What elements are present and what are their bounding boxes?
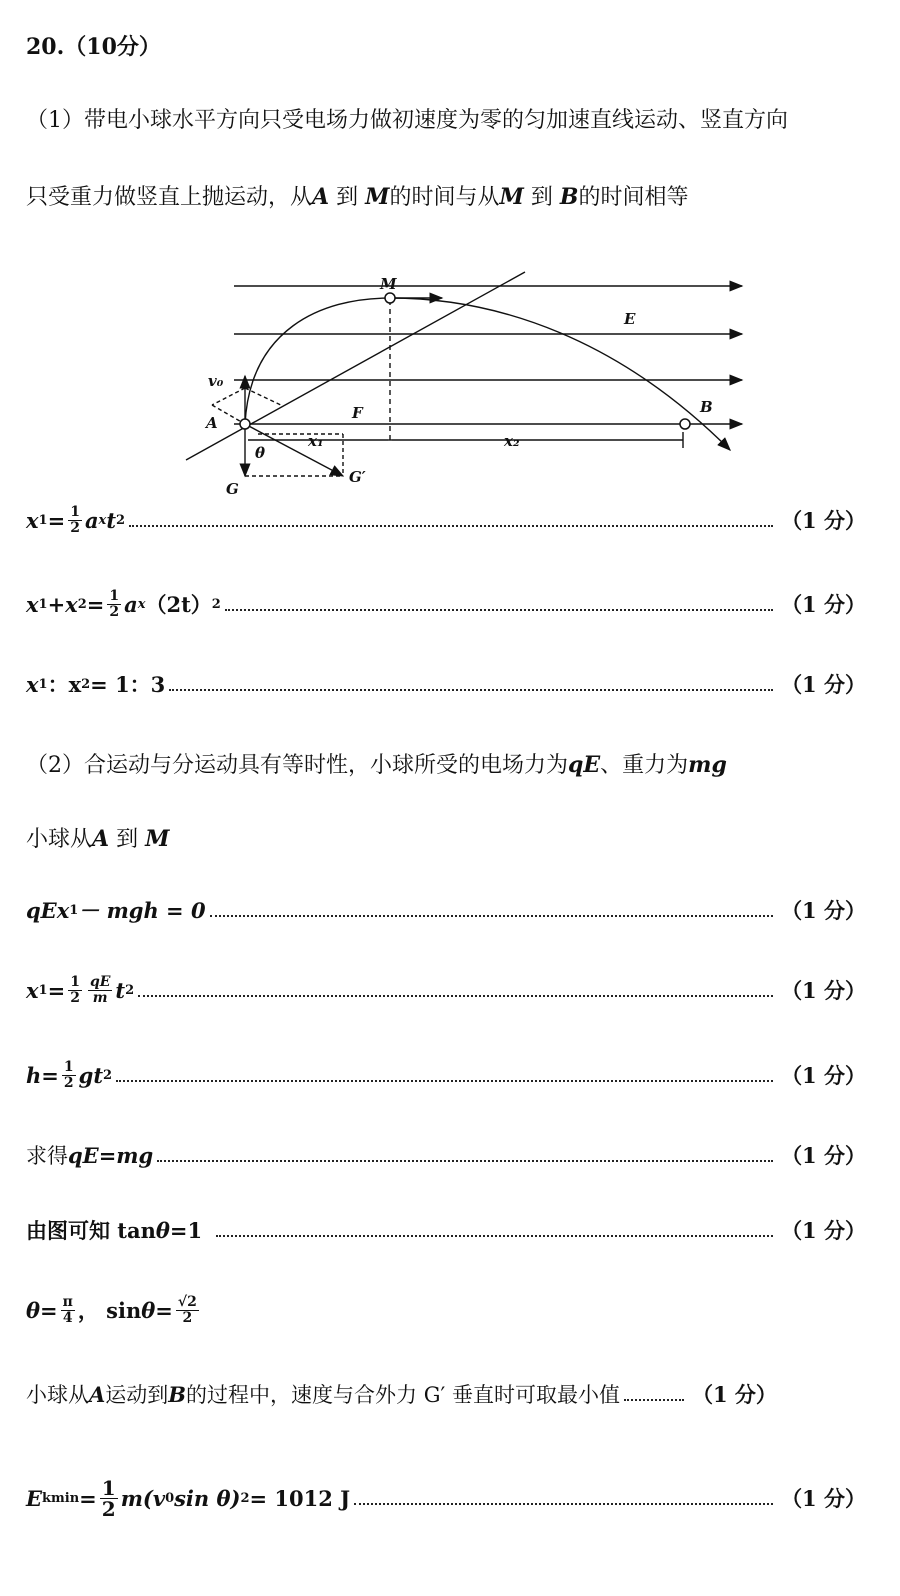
score: （1 分）: [691, 1382, 777, 1407]
equation-7: 求得 qE=mg （1 分）: [26, 1135, 866, 1175]
score: （1 分）: [781, 1486, 866, 1511]
motion-diagram: [0, 0, 900, 510]
label-G: G: [226, 480, 239, 498]
label-Gprime: G′: [349, 468, 366, 486]
equation-6: h = $\frac{1}{2}$ g t 2 （1 分）: [26, 1058, 866, 1091]
score: （1 分）: [781, 1218, 866, 1243]
part1-line1: （1）带电小球水平方向只受电场力做初速度为零的匀加速直线运动、竖直方向: [26, 108, 788, 133]
equation-10: 小球从 A 运动到 B 的过程中，速度与合外力 G′ 垂直时可取最小值 （1 分）: [26, 1374, 866, 1414]
score: （1 分）: [781, 508, 866, 533]
label-F: F: [352, 404, 363, 422]
score: （1 分）: [781, 672, 866, 697]
equation-8: 由图可知 tan θ =1 （1 分）: [26, 1210, 866, 1250]
score: （1 分）: [781, 1143, 866, 1168]
part1-line2: 只受重力做竖直上抛运动，从A 到 M的时间与从M 到 B的时间相等: [26, 184, 689, 210]
label-E: E: [624, 310, 636, 328]
label-M: M: [380, 275, 397, 293]
label-x2: x₂: [504, 432, 520, 450]
label-x1: x₁: [308, 432, 324, 450]
label-theta: θ: [255, 444, 266, 462]
label-A: A: [206, 414, 218, 432]
equation-11: E kmin = $\frac{1}{2}$ m(v 0 sin θ) 2 = 1012 J （1 分）: [26, 1475, 866, 1521]
label-B: B: [700, 398, 713, 416]
equation-9: θ = $\frac{\pi}{4}$ ， sin θ = $\frac{√2}{2}$: [26, 1293, 197, 1326]
score: （1 分）: [781, 978, 866, 1003]
score: （1 分）: [781, 898, 866, 923]
equation-1: x 1 = $\frac{1}{2}$ a x t 2 （1 分）: [26, 503, 866, 536]
score: （1 分）: [781, 1063, 866, 1088]
score: （1 分）: [781, 592, 866, 617]
point-B: [680, 419, 690, 429]
trajectory-curve: [245, 298, 730, 450]
equation-4: qEx 1 － mgh = 0 （1 分）: [26, 890, 866, 930]
point-M: [385, 293, 395, 303]
equation-5: x 1 = $\frac{1}{2}$ $\frac{qE}{m}$ t 2 （1 分）: [26, 973, 866, 1006]
part2-line1: （2）合运动与分运动具有等时性，小球所受的电场力为qE、重力为mg: [26, 752, 727, 778]
part2-line2: 小球从A 到 M: [26, 826, 170, 852]
equation-3: x 1 ：x 2 = 1：3 （1 分）: [26, 664, 866, 704]
equation-2: x 1 +x 2 = $\frac{1}{2}$ a x （2t） 2 （1 分）: [26, 587, 866, 620]
label-v0: v₀: [208, 372, 224, 390]
point-A: [240, 419, 250, 429]
question-heading: 20.（10分）: [26, 34, 161, 60]
